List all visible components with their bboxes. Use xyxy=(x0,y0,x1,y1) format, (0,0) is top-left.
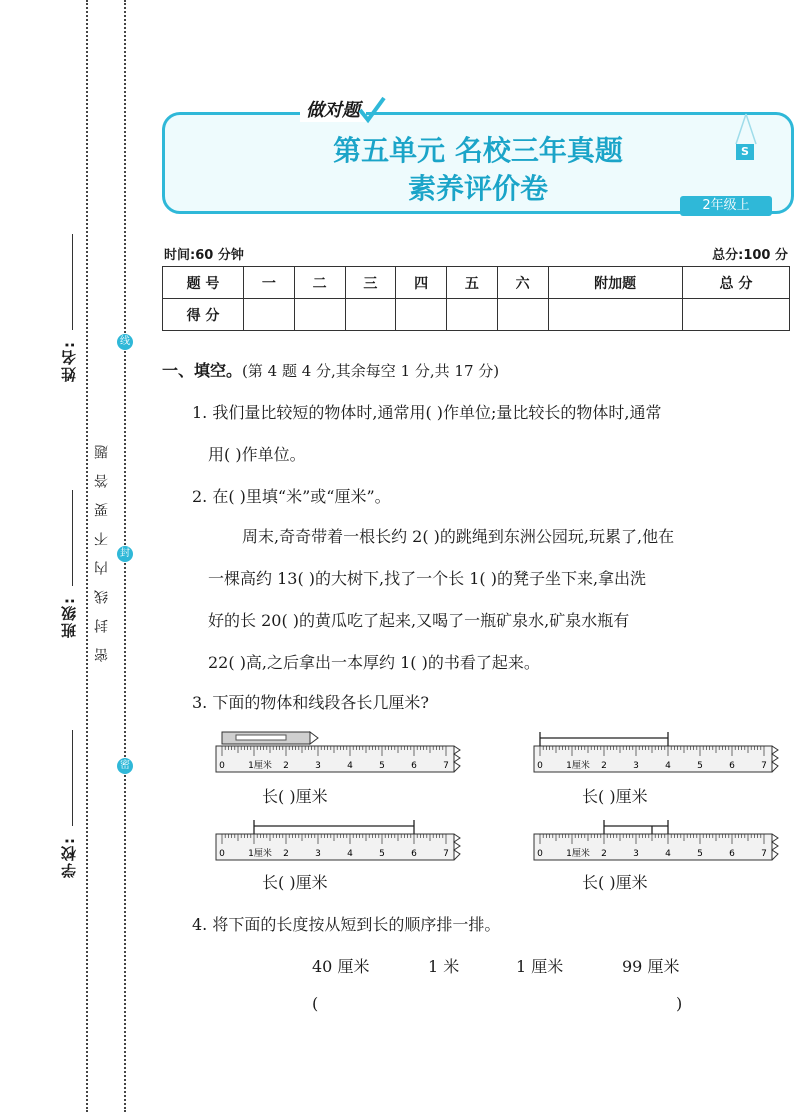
ruler-answer-caption: 长( )厘米 xyxy=(582,873,648,892)
score-header-cell: 三 xyxy=(345,267,396,299)
ruler-tick-label: 3 xyxy=(633,849,639,859)
hanger-icon xyxy=(726,112,766,146)
ruler-tick-label: 0 xyxy=(219,761,225,771)
ruler-tick-label: 4 xyxy=(665,761,671,771)
q2-paragraph-line2: 一棵高约 13( )的大树下,找了一个长 1( )的凳子坐下来,拿出洗 xyxy=(208,569,647,588)
name-blank[interactable] xyxy=(72,234,73,330)
exam-time: 时间:60 分钟 xyxy=(164,248,244,263)
ruler-tick-label: 4 xyxy=(347,761,353,771)
ruler-tick-label: 0 xyxy=(219,849,225,859)
ruler-tick-label: 0 xyxy=(537,849,543,859)
score-input-cell[interactable] xyxy=(294,299,345,331)
score-row-label: 得 分 xyxy=(163,299,244,331)
ruler-tick-label: 6 xyxy=(729,761,735,771)
ruler-tick-label: 0 xyxy=(537,761,543,771)
ruler-tick-label: 7 xyxy=(443,849,449,859)
name-label: 姓名: xyxy=(60,340,78,382)
grade-tag: 2年级上 xyxy=(680,196,772,216)
ruler-tick-label: 6 xyxy=(411,761,417,771)
q4-item: 1 厘米 xyxy=(516,957,564,976)
ruler-tick-label: 5 xyxy=(379,761,385,771)
seal-mi-mark: 密 xyxy=(117,758,133,774)
s-mark-icon: S xyxy=(736,144,754,160)
badge-label: 做对题 xyxy=(300,96,366,122)
q4-item: 1 米 xyxy=(428,957,460,976)
score-header-cell: 六 xyxy=(497,267,548,299)
class-label: 班级: xyxy=(60,596,78,638)
exam-total-score: 总分:100 分 xyxy=(712,248,788,263)
seal-feng-mark: 封 xyxy=(117,546,133,562)
ruler-tick-label: 7 xyxy=(761,761,767,771)
q1-line2: 用( )作单位。 xyxy=(208,445,306,464)
score-header-cell: 题 号 xyxy=(163,267,244,299)
ruler-tick-label: 7 xyxy=(761,849,767,859)
ruler-answer-caption: 长( )厘米 xyxy=(582,787,648,806)
binding-dotted-line-left xyxy=(86,0,88,1112)
ruler-tick-label: 1厘米 xyxy=(566,761,590,771)
score-header-cell: 附加题 xyxy=(548,267,682,299)
ruler-with-pencil xyxy=(214,728,464,778)
score-input-cell[interactable] xyxy=(447,299,498,331)
section1-title: 一、填空。 xyxy=(162,361,243,380)
score-header-cell: 总 分 xyxy=(682,267,789,299)
ruler-tick-label: 2 xyxy=(601,849,607,859)
score-table-score-row xyxy=(163,299,790,331)
ruler-tick-label: 4 xyxy=(665,849,671,859)
ruler-tick-label: 2 xyxy=(283,761,289,771)
score-input-cell[interactable] xyxy=(244,299,295,331)
q2-title: 2. 在( )里填“米”或“厘米”。 xyxy=(192,487,391,506)
school-blank[interactable] xyxy=(72,730,73,826)
ruler-tick-label: 1厘米 xyxy=(248,761,272,771)
q1-line1: 1. 我们量比较短的物体时,通常用( )作单位;量比较长的物体时,通常 xyxy=(192,403,662,422)
score-input-cell[interactable] xyxy=(548,299,682,331)
score-header-cell: 五 xyxy=(447,267,498,299)
ruler-tick-label: 6 xyxy=(411,849,417,859)
class-blank[interactable] xyxy=(72,490,73,586)
section1-note: (第 4 题 4 分,其余每空 1 分,共 17 分) xyxy=(242,362,500,380)
ruler-answer-caption: 长( )厘米 xyxy=(262,873,328,892)
ruler-tick-label: 3 xyxy=(315,849,321,859)
ruler-tick-label: 3 xyxy=(633,761,639,771)
q2-paragraph-line1: 周末,奇奇带着一根长约 2( )的跳绳到东洲公园玩,玩累了,他在 xyxy=(242,527,675,546)
school-label: 学校: xyxy=(60,836,78,878)
ruler-break-edge xyxy=(454,746,460,772)
ruler-tick-label: 1厘米 xyxy=(566,849,590,859)
q4-answer-open-paren: ( xyxy=(312,994,319,1013)
checkmark-icon xyxy=(356,94,386,124)
q2-paragraph-line3: 好的长 20( )的黄瓜吃了起来,又喝了一瓶矿泉水,矿泉水瓶有 xyxy=(208,611,630,630)
score-input-cell[interactable] xyxy=(396,299,447,331)
ruler-break-edge xyxy=(454,834,460,860)
ruler-tick-label: 7 xyxy=(443,761,449,771)
exam-title-line2: 素养评价卷 xyxy=(407,172,548,205)
q3-title: 3. 下面的物体和线段各长几厘米? xyxy=(192,693,429,712)
score-input-cell[interactable] xyxy=(345,299,396,331)
score-input-cell[interactable] xyxy=(497,299,548,331)
ruler-answer-caption: 长( )厘米 xyxy=(262,787,328,806)
ruler-tick-label: 4 xyxy=(347,849,353,859)
ruler-tick-label: 5 xyxy=(379,849,385,859)
pencil-tip-icon xyxy=(310,732,318,744)
ruler-with-segment xyxy=(532,816,782,866)
ruler-tick-label: 5 xyxy=(697,761,703,771)
ruler-with-segment xyxy=(532,728,782,778)
ruler-with-segment xyxy=(214,816,464,866)
score-header-cell: 二 xyxy=(294,267,345,299)
q2-paragraph-line4: 22( )高,之后拿出一本厚约 1( )的书看了起来。 xyxy=(208,653,540,672)
ruler-tick-label: 6 xyxy=(729,849,735,859)
score-input-cell[interactable] xyxy=(682,299,789,331)
section1-heading xyxy=(162,358,499,381)
score-table-header-row xyxy=(163,267,790,299)
ruler-break-edge xyxy=(772,746,778,772)
score-header-cell: 一 xyxy=(244,267,295,299)
ruler-break-edge xyxy=(772,834,778,860)
ruler-tick-label: 3 xyxy=(315,761,321,771)
seal-warning-text: 密封线内不要答题 xyxy=(94,430,110,662)
ruler-tick-label: 2 xyxy=(601,761,607,771)
q4-title: 4. 将下面的长度按从短到长的顺序排一排。 xyxy=(192,915,501,934)
pencil-clip xyxy=(236,735,286,740)
q4-item: 99 厘米 xyxy=(622,957,680,976)
score-header-cell: 四 xyxy=(396,267,447,299)
q4-item: 40 厘米 xyxy=(312,957,370,976)
q4-answer-close-paren: ) xyxy=(676,994,683,1013)
ruler-tick-label: 5 xyxy=(697,849,703,859)
seal-line-mark: 线 xyxy=(117,334,133,350)
exam-title-line1: 第五单元 名校三年真题 xyxy=(333,134,623,167)
ruler-tick-label: 1厘米 xyxy=(248,849,272,859)
score-table xyxy=(162,266,790,331)
ruler-tick-label: 2 xyxy=(283,849,289,859)
